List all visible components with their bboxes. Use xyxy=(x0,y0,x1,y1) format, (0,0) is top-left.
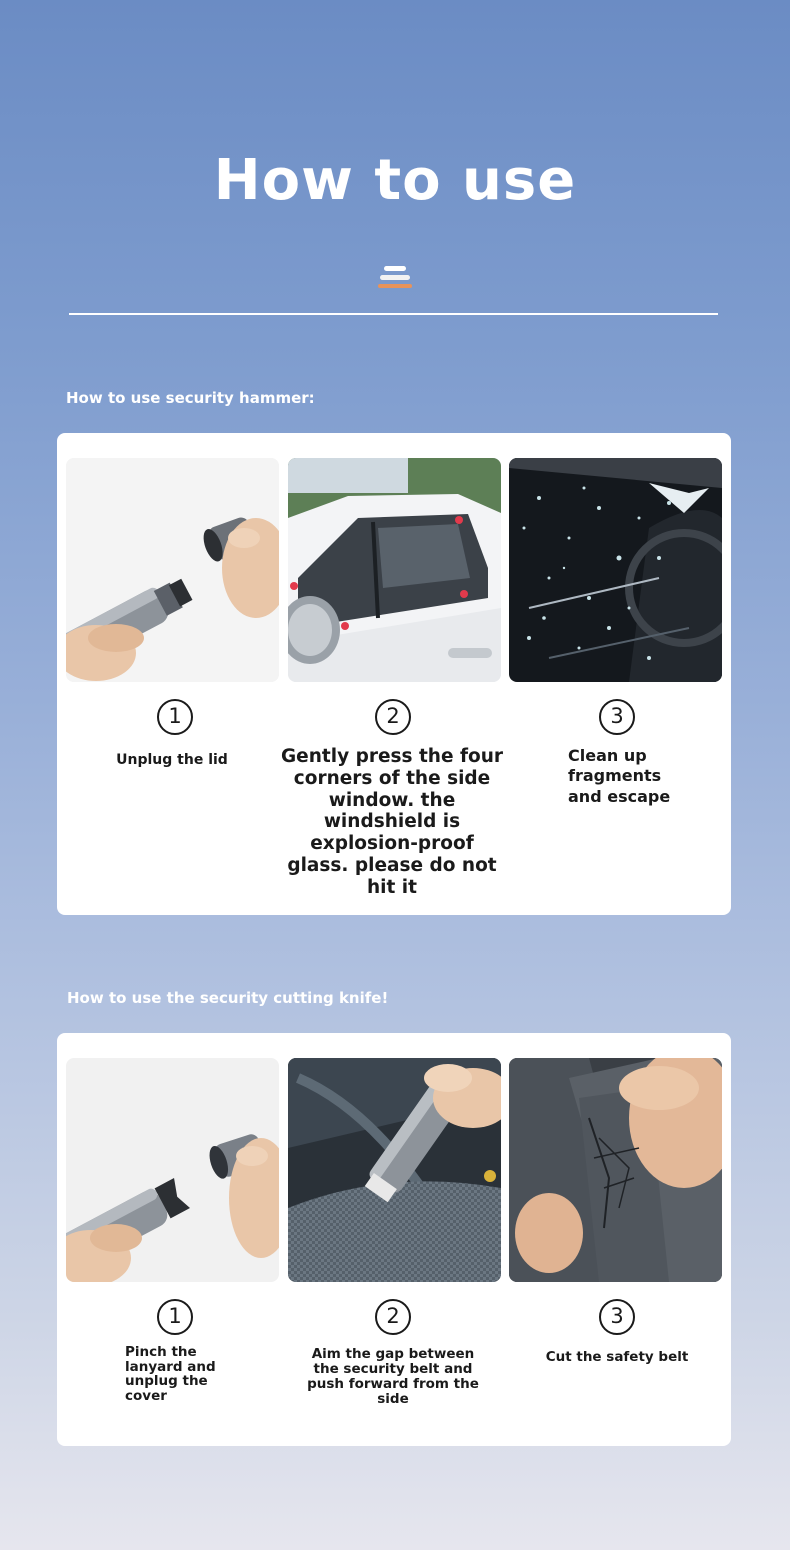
unplug-cover-photo xyxy=(66,1058,279,1282)
step-number-1: 1 xyxy=(157,699,193,735)
step-number-1: 1 xyxy=(157,1299,193,1335)
broken-glass-photo xyxy=(509,458,722,682)
knife-card xyxy=(57,1033,731,1446)
title-decoration-icon xyxy=(378,266,412,290)
knife-section-label: How to use the security cutting knife! xyxy=(67,989,389,1007)
step-caption-2: Gently press the four corners of the side window. the windshield is explosion-proof glass. please do not hit it xyxy=(280,746,504,898)
unplug-lid-photo xyxy=(66,458,279,682)
step-caption-3: Clean up fragments and escape xyxy=(568,746,671,806)
step-caption-3: Cut the safety belt xyxy=(545,1349,689,1365)
step-number-2: 2 xyxy=(375,1299,411,1335)
step-number-3: 3 xyxy=(599,1299,635,1335)
aim-belt-photo xyxy=(288,1058,501,1282)
step-caption-1: Pinch the lanyard and unplug the cover xyxy=(125,1344,216,1404)
step-number-3: 3 xyxy=(599,699,635,735)
hammer-section-label: How to use security hammer: xyxy=(66,389,315,407)
step-caption-1: Unplug the lid xyxy=(116,752,228,768)
hammer-card xyxy=(57,433,731,915)
step-number-2: 2 xyxy=(375,699,411,735)
car-window-photo xyxy=(288,458,501,682)
cut-belt-photo xyxy=(509,1058,722,1282)
page-title: How to use xyxy=(213,148,577,213)
title-divider xyxy=(69,313,718,315)
step-caption-2: Aim the gap between the security belt and push forward from the side xyxy=(307,1346,479,1407)
